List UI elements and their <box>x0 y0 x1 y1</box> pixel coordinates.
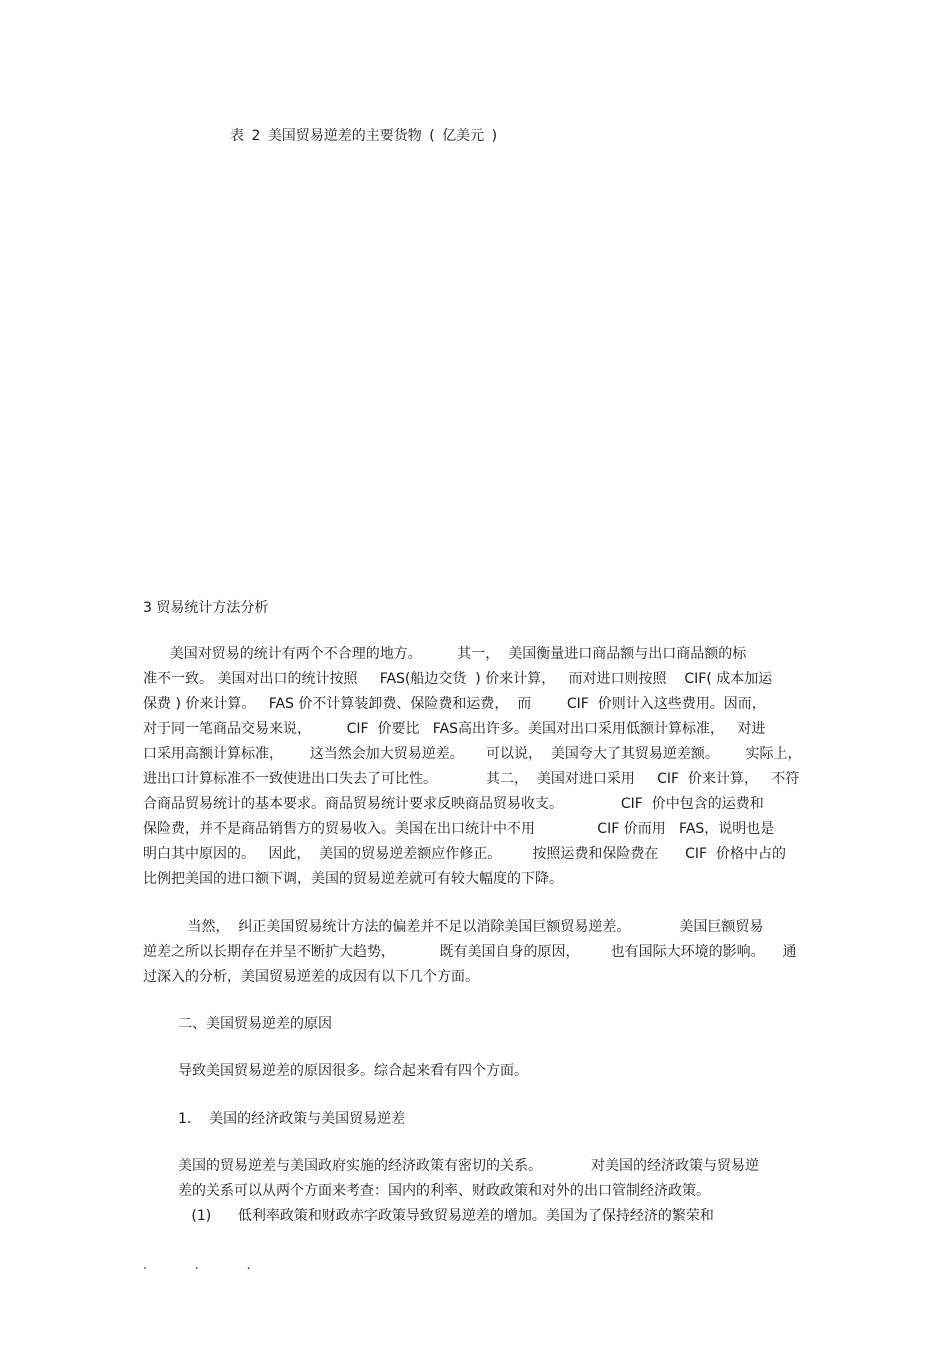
chapter-heading: 二、美国贸易逆差的原因 <box>178 1016 332 1032</box>
text-line: 逆差之所以长期存在并呈不断扩大趋势， 既有美国自身的原因， 也有国际大环境的影响。 通 <box>143 944 797 960</box>
text-line: 比例把美国的进口额下调，美国的贸易逆差就可有较大幅度的下降。 <box>143 871 563 887</box>
text-line: 准不一致。 美国对出口的统计按照 FAS(船边交货 ) 价来计算， 而对进口则按照 CIF( 成本加运 <box>143 671 773 687</box>
intro-line: 导致美国贸易逆差的原因很多。综合起来看有四个方面。 <box>178 1063 528 1079</box>
text-line: (1) 低利率政策和财政赤字政策导致贸易逆差的增加。美国为了保持经济的繁荣和 <box>178 1208 714 1224</box>
text-line: 口采用高额计算标准， 这当然会加大贸易逆差。 可以说， 美国夸大了其贸易逆差额。 实际上， <box>143 746 802 762</box>
text-line: 合商品贸易统计的基本要求。商品贸易统计要求反映商品贸易收支。 CIF 价中包含的运费和 <box>143 796 764 812</box>
text-line: 差的关系可以从两个方面来考查：国内的利率、财政政策和对外的出口管制经济政策。 <box>178 1183 710 1199</box>
numbered-heading: 1. 美国的经济政策与美国贸易逆差 <box>178 1111 406 1127</box>
text-line: 美国对贸易的统计有两个不合理的地方。 其一， 美国衡量进口商品额与出口商品额的标 <box>143 646 747 662</box>
text-line: 过深入的分析，美国贸易逆差的成因有以下几个方面。 <box>143 969 479 985</box>
text-line: 当然， 纠正美国贸易统计方法的偏差并不足以消除美国巨额贸易逆差。 美国巨额贸易 <box>143 919 764 935</box>
text-line: 保险费，并不是商品销售方的贸易收入。美国在出口统计中不用 CIF 价而用 FAS，说明也是 <box>143 821 775 837</box>
text-line: 保费 ) 价来计算。 FAS 价不计算装卸费、保险费和运费， 而 CIF 价则计入这些费用。因而， <box>143 696 766 712</box>
section-heading: 3 贸易统计方法分析 <box>143 600 269 616</box>
text-line: 对于同一笔商品交易来说， CIF 价要比 FAS高出许多。美国对出口采用低额计算标准， 对进 <box>143 721 766 737</box>
table-caption: 表 2 美国贸易逆差的主要货物 ( 亿美元 ) <box>230 128 498 144</box>
text-line: 进出口计算标准不一致使进出口失去了可比性。 其二， 美国对进口采用 CIF 价来计算， 不符 <box>143 771 800 787</box>
text-line: 明白其中原因的。 因此， 美国的贸易逆差额应作修正。 按照运费和保险费在 CIF 价格中占的 <box>143 846 786 862</box>
text-line: 美国的贸易逆差与美国政府实施的经济政策有密切的关系。 对美国的经济政策与贸易逆 <box>178 1158 759 1174</box>
page-footer-dots: ... <box>143 1258 299 1272</box>
